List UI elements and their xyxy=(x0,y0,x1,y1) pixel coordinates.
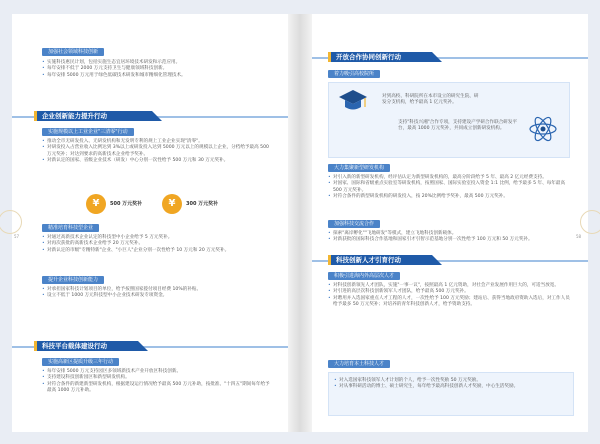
subheading: 大力集聚新型研发机构 xyxy=(328,164,390,172)
left-page xyxy=(12,14,288,432)
list-item: • 对科技创新领先人才团队，实施"一事一议"，按照最高 1 亿元资助，对社会产业发展作用巨大的，可适当放宽。 xyxy=(328,283,572,289)
info-text: 支持"科技兴湘"合作专项，支持建设产学研合作联合研发平台，最高 1000 万元奖补，共同成立创新研发机构。 xyxy=(398,120,518,132)
top-list xyxy=(42,60,272,79)
graduation-cap-icon xyxy=(338,88,368,114)
ornament-icon xyxy=(580,210,600,234)
list-item: • 对新获批的国际科技合作基地和国家引才引智示范基地分别一次性给予 100 万元和 50 万元奖补。 xyxy=(328,237,572,243)
section2-list xyxy=(42,235,272,254)
list-item: • 对入选国家科技领军人才计划的个人，给予一次性奖励 50 万元奖励。 xyxy=(334,378,564,384)
subheading: 加强科技交流合作 xyxy=(328,220,380,228)
list-item: • 对引入新的新型研发机构，经评估认定为新型研发机构的，最高分阶段给予 5 年、最高 2 亿元经费支持。 xyxy=(328,175,572,181)
list-item: • 对符合条件的新建新型研发机构，根据建设运行情况给予最高 500 万元补助，按批准、"十四五"期间每年给予最高 1000 万元补助。 xyxy=(42,382,272,395)
list-item: • 实施科技惠民计划，包括实施生态宜居环境技术研发和示范应用。 xyxy=(42,60,272,66)
ornament-icon xyxy=(0,210,22,234)
list-item: • 每年安排 5000 万元用于绿色低碳技术研发和城市精细化管理技术。 xyxy=(42,73,272,79)
list-item: • 每年安排 5000 万元支持园区多领域新技术产业开放区科技创新。 xyxy=(42,369,272,375)
list-item: • 设立不低于 1000 万元科技型中小企业技术研发专项资金。 xyxy=(42,293,272,299)
list-item: • 对聘用并入选国家重点人才工程的人才，一次性给予 100 万元奖励；建站后、获得当地政府资助入选后，对工作人员给予最多 50 万元奖补；对培养的青年科技创新人才，给予资助支持。 xyxy=(328,296,572,309)
section-title: 开放合作协同创新行动 xyxy=(328,52,432,62)
subheading: 实施高新区提质升级三年行动 xyxy=(42,358,119,366)
page-number: 57 xyxy=(14,234,20,239)
section-title: 企业创新能力提升行动 xyxy=(34,111,152,121)
list-item: • 对研发投入占营业收入比例达到 3%以上或研发投入达到 5000 万元以上的规模以上企业，分档给予最高 500 万元奖补；对达到要求的高新技术企业给予奖补。 xyxy=(42,145,272,158)
subheading: 着力吸引高校院所 xyxy=(328,70,380,78)
section2-list xyxy=(328,175,572,201)
subheading: 实施规模以上工业企业"三清零"行动 xyxy=(42,128,134,136)
coin-label: 300 万元奖补 xyxy=(186,201,219,207)
section1-list xyxy=(42,139,272,165)
list-item: • 对国家、国际和省级重点实验室等研发机构，按照国家、国际实验室投入资金 1:1 比例，给予最多 5 年、每年最高 500 万元奖补。 xyxy=(328,181,572,194)
list-item: • 推动全市无研发投入、无研发机构和无发明专利的规上工业企业实现"清零"。 xyxy=(42,139,272,145)
right-page xyxy=(312,14,588,432)
section4-list xyxy=(42,369,272,395)
section-title: 科技创新人才引育行动 xyxy=(328,255,432,265)
page-number: 58 xyxy=(576,234,582,239)
list-item: • 对新认定的市级"专精特新"企业、"小巨人"企业分别一次性给予 10 万元和 20 万元奖补。 xyxy=(42,248,272,254)
section-title: 科技平台载体建设行动 xyxy=(34,341,138,351)
subheading: 提升企业科技创新能力 xyxy=(42,276,104,284)
yen-coin-icon: ¥ xyxy=(162,194,182,214)
section3-list xyxy=(328,231,572,244)
list-item: • 对从事科研活动的博士、硕士研究生，每年给予最高科技创新人才奖励，中心生活奖励。 xyxy=(334,384,564,390)
section3-list xyxy=(42,287,272,300)
subheading: 加强社会领域科技创新 xyxy=(42,48,104,56)
list-item: • 对符合条件的新型研发机构的研发投入，按 20%比例给予奖补，最高 500 万元奖补。 xyxy=(328,194,572,200)
subheading: 大力培育本土科技人才 xyxy=(328,360,390,368)
list-item: • 对承担国家科技计划项目的单位，给予按照国家拨付项目经费 10%的补贴。 xyxy=(42,287,272,293)
list-item: • 对通过高新技术企业认定的科技型中小企业给予 5 万元奖补。 xyxy=(42,235,272,241)
coin-label: 500 万元奖补 xyxy=(110,201,143,207)
subheading: 积极引进海内外高层次人才 xyxy=(328,272,400,280)
section5-list xyxy=(334,378,564,391)
list-item: • 支持建设科技创新园区和新型研发机构。 xyxy=(42,375,272,381)
subheading: 精准培育科技型企业 xyxy=(42,224,99,232)
list-item: • 每年安排不低于 2000 万元支持卫生与健康领域科技创新。 xyxy=(42,66,272,72)
atom-icon xyxy=(528,114,558,144)
list-item: • 对再次获批的高新技术企业给予 20 万元奖补。 xyxy=(42,241,272,247)
book-gutter xyxy=(288,14,312,432)
list-item: • 探索"离岸孵化""飞地研发"等模式，建立飞地科技创新载体。 xyxy=(328,231,572,237)
section4-list xyxy=(328,283,572,309)
yen-coin-icon: ¥ xyxy=(86,194,106,214)
info-text: 对到高校、科研院所在本市设立的研究生院、研发分支机构，给予最高 1 亿元奖补。 xyxy=(382,94,479,106)
list-item: • 对引进的高层次科技创新领军人才团队，给予最高 500 万元奖补。 xyxy=(328,289,572,295)
list-item: • 对新认定的国家、省级企业技术（研发）中心分别一次性给予 500 万元和 30 万元奖补。 xyxy=(42,158,272,164)
